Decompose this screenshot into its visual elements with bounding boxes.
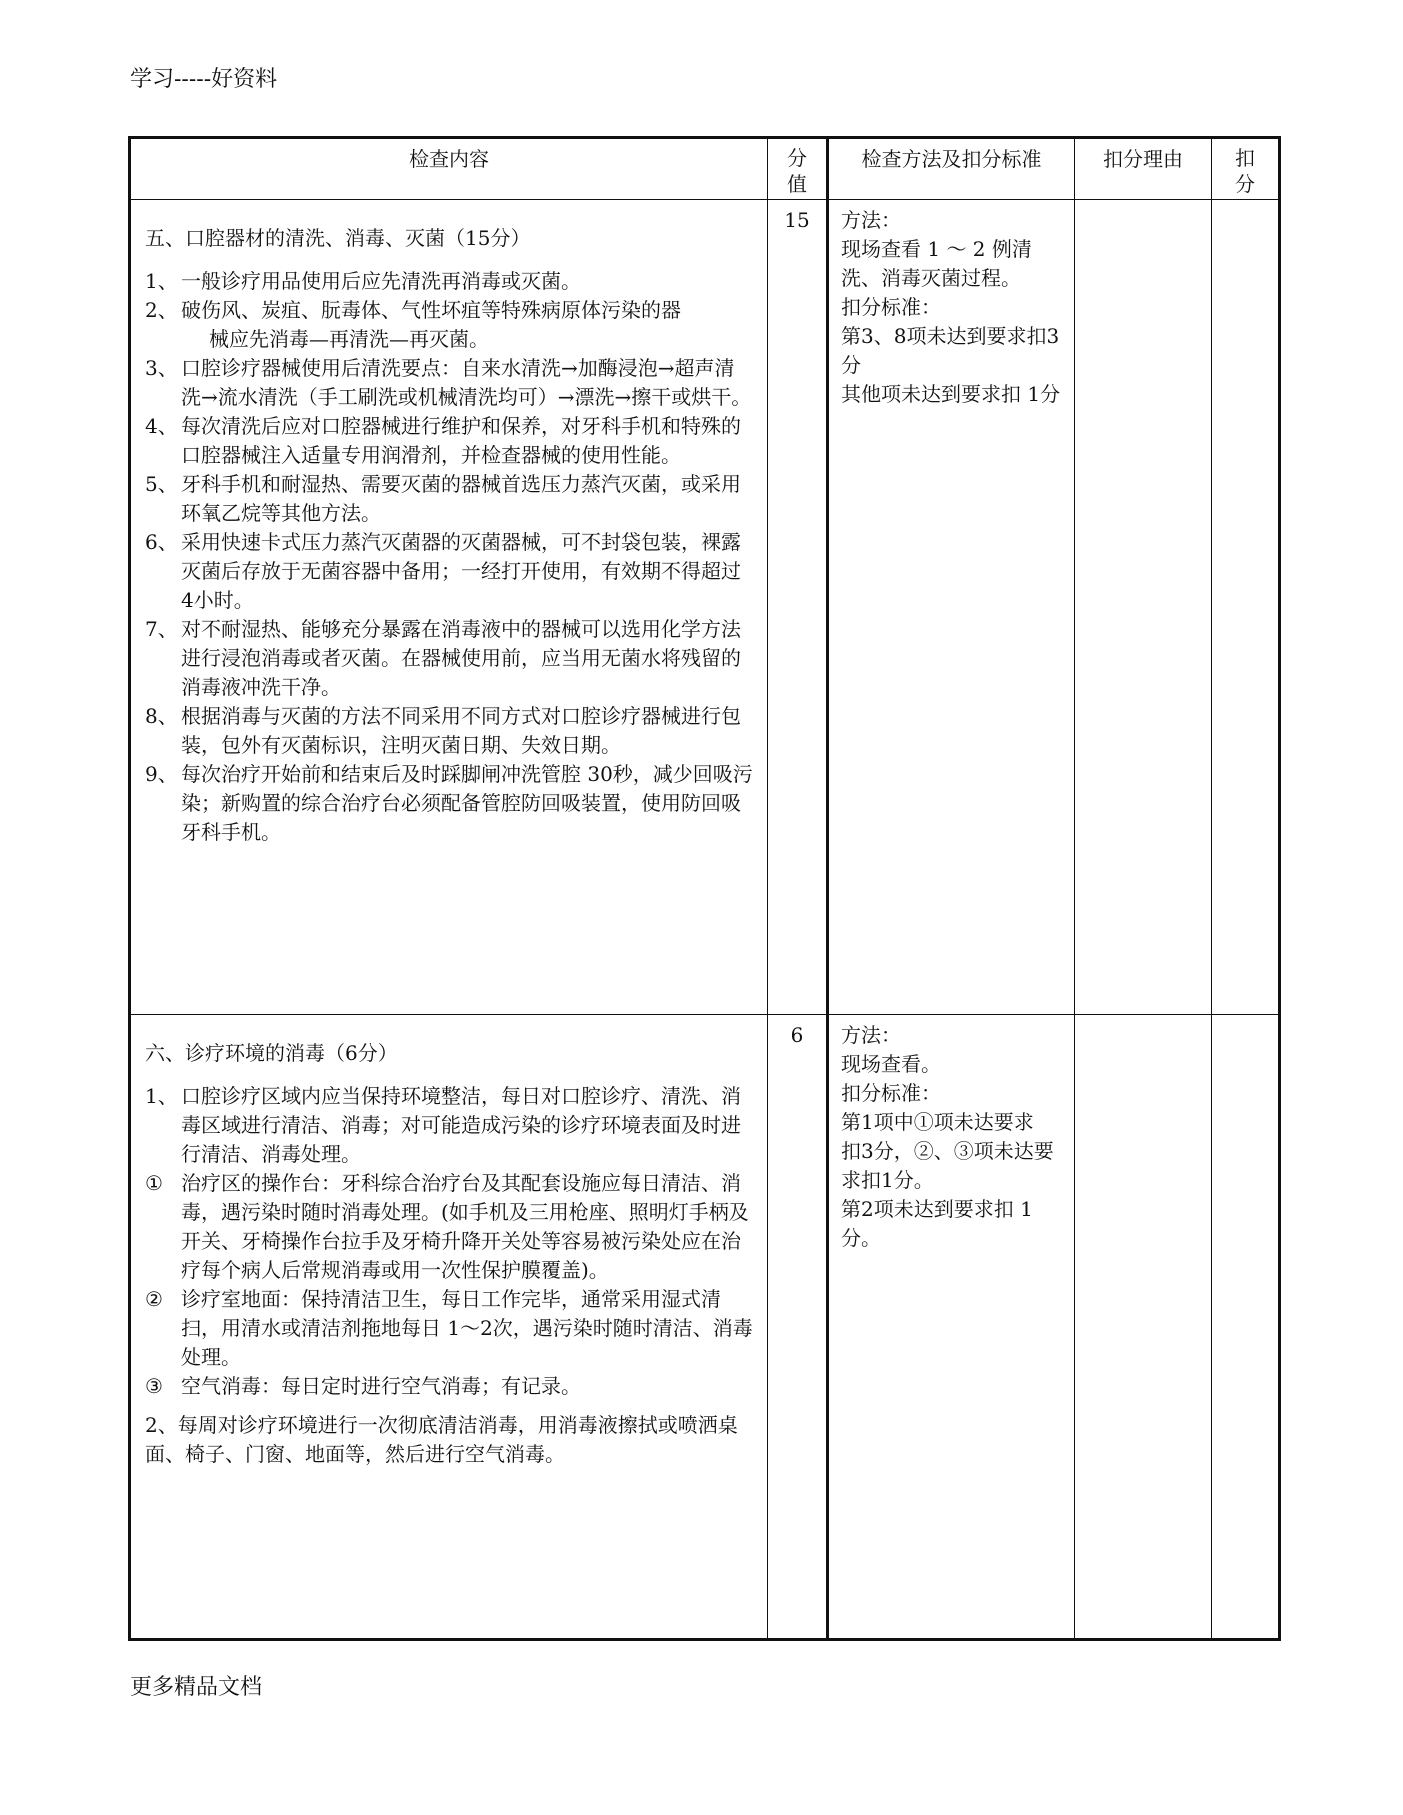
score-cell: 15 xyxy=(768,200,828,1015)
reason-cell xyxy=(1075,200,1212,1015)
list-item: 3、 口腔诊疗器械使用后清洗要点：自来水清洗→加酶浸泡→超声清洗→流水清洗（手工刷洗或机械清洗均可）→漂洗→擦干或烘干。 xyxy=(145,356,752,409)
deduct-cell xyxy=(1212,1015,1280,1640)
column-header-reason: 扣分理由 xyxy=(1075,138,1212,200)
column-header-deduct: 扣 分 xyxy=(1212,138,1280,200)
section-title: 六、诊疗环境的消毒（6分） xyxy=(145,1041,398,1065)
list-item: 5、 牙科手机和耐湿热、需要灭菌的器械首选压力蒸汽灭菌，或采用环氧乙烷等其他方法。 xyxy=(145,472,741,525)
score-cell: 6 xyxy=(768,1015,828,1640)
section-title: 五、口腔器材的清洗、消毒、灭菌（15分） xyxy=(145,226,531,250)
table-row xyxy=(130,1015,1280,1640)
list-item: 8、 根据消毒与灭菌的方法不同采用不同方式对口腔诊疗器械进行包装，包外有灭菌标识，注明灭菌日期、失效日期。 xyxy=(145,704,741,757)
deduct-cell xyxy=(1212,200,1280,1015)
list-item: 4、 每次清洗后应对口腔器械进行维护和保养，对牙科手机和特殊的口腔器械注入适量专用润滑剂，并检查器械的使用性能。 xyxy=(145,414,741,467)
table-row xyxy=(130,200,1280,1015)
content-cell xyxy=(130,1015,768,1640)
list-item: 2、 破伤风、炭疽、朊毒体、气性坏疽等特殊病原体污染的器 械应先消毒—再清洗—再灭菌。 xyxy=(145,298,681,351)
reason-cell xyxy=(1075,1015,1212,1640)
column-header-method: 检查方法及扣分标准 xyxy=(828,138,1075,200)
list-item: 7、 对不耐湿热、能够充分暴露在消毒液中的器械可以选用化学方法进行浸泡消毒或者灭菌。在器械使用前，应当用无菌水将残留的消毒液冲洗干净。 xyxy=(145,617,741,699)
column-header-content: 检查内容 xyxy=(130,138,768,200)
list-item: 1、 口腔诊疗区域内应当保持环境整洁，每日对口腔诊疗、清洗、消毒区域进行清洁、消毒；对可能造成污染的诊疗环境表面及时进行清洁、消毒处理。 xyxy=(145,1084,741,1166)
page-footer: 更多精品文档 xyxy=(130,1675,263,1700)
page-header: 学习-----好资料 xyxy=(130,67,278,92)
method-cell: 方法： 现场查看 1 ～ 2 例清洗、消毒灭菌过程。 扣分标准： 第3、8项未达到要求扣3分 其他项未达到要求扣 1分 xyxy=(828,200,1075,1015)
list-item: ② 诊疗室地面：保持清洁卫生，每日工作完毕，通常采用湿式清扫，用清水或清洁剂拖地每日 1～2次，遇污染时随时清洁、消毒处理。 xyxy=(145,1287,753,1369)
list-item: 1、 一般诊疗用品使用后应先清洗再消毒或灭菌。 xyxy=(145,269,581,293)
list-item: 2、每周对诊疗环境进行一次彻底清洁消毒，用消毒液擦拭或喷洒桌面、椅子、门窗、地面等，然后进行空气消毒。 xyxy=(145,1413,738,1466)
list-item: ① 治疗区的操作台：牙科综合治疗台及其配套设施应每日清洁、消毒，遇污染时随时消毒处理。(如手机及三用枪座、照明灯手柄及开关、牙椅操作台拉手及牙椅升降开关处等容易被污染处应在治疗每个病人后常规消毒或用一次性保护膜覆盖)。 xyxy=(145,1171,749,1282)
list-item: 6、 采用快速卡式压力蒸汽灭菌器的灭菌器械，可不封袋包装，裸露灭菌后存放于无菌容器中备用；一经打开使用，有效期不得超过4小时。 xyxy=(145,530,741,612)
column-header-score: 分 值 xyxy=(768,138,828,200)
content-cell xyxy=(130,200,768,1015)
list-item: 9、 每次治疗开始前和结束后及时踩脚闸冲洗管腔 30秒，减少回吸污染；新购置的综合治疗台必须配备管腔防回吸装置，使用防回吸牙科手机。 xyxy=(145,762,753,844)
inspection-table xyxy=(128,136,1281,1641)
table-header-row xyxy=(130,138,1280,200)
method-cell: 方法： 现场查看。 扣分标准： 第1项中①项未达要求 扣3分，②、③项未达要求扣1分。 第2项未达到要求扣 1分。 xyxy=(828,1015,1075,1640)
list-item: ③ 空气消毒：每日定时进行空气消毒；有记录。 xyxy=(145,1374,581,1398)
